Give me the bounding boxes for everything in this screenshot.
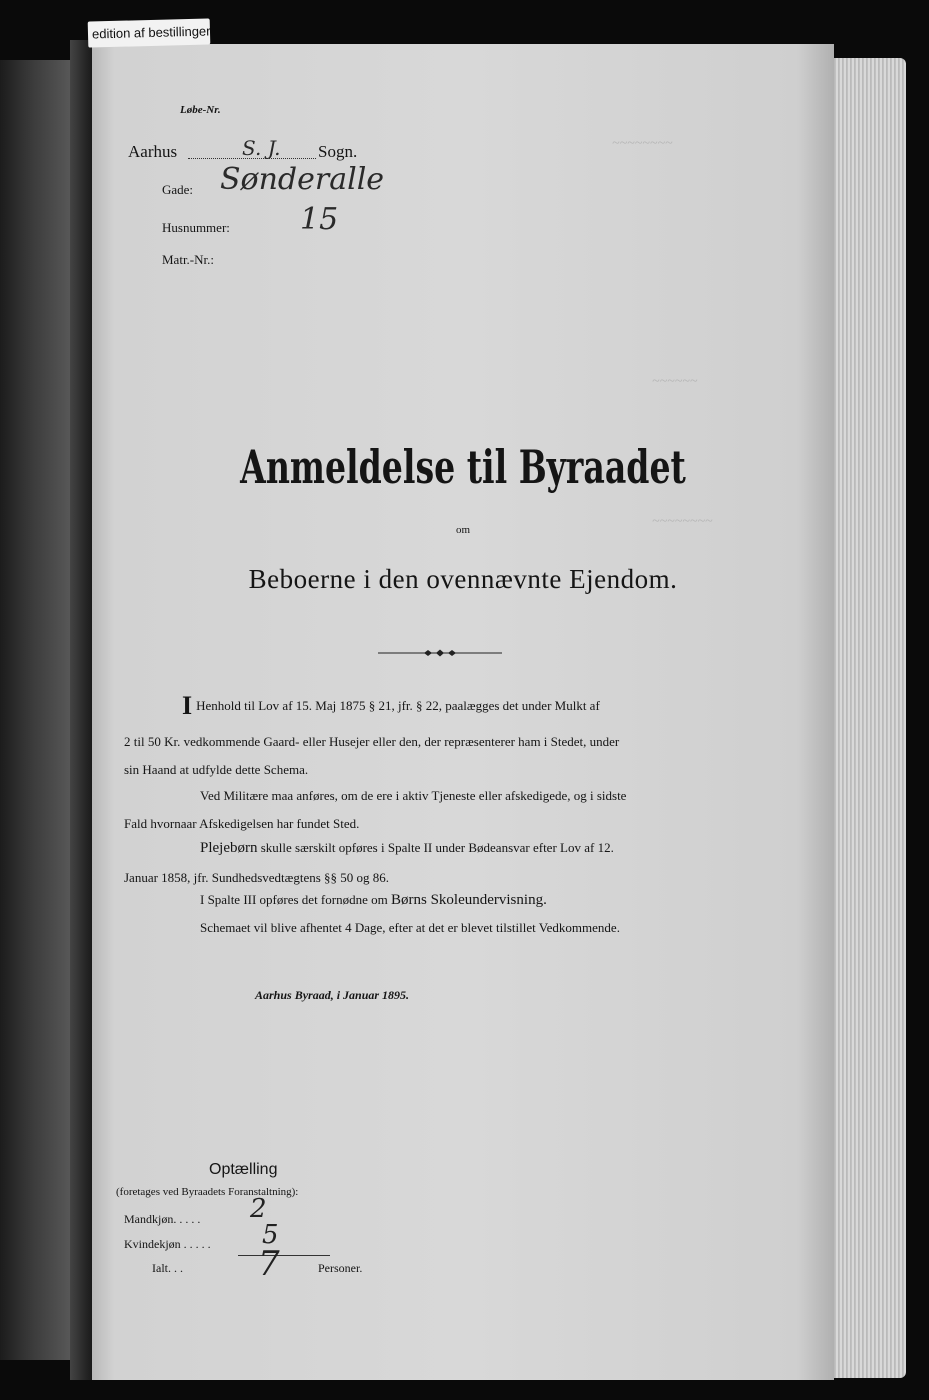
title-connector: om — [455, 524, 471, 536]
mandkjon-label: Mandkjøn — [124, 1212, 174, 1226]
instruction-paragraph-3-line-2: Januar 1858, jfr. Sundhedsvedtægtens §§ 50 og 86. — [124, 870, 390, 885]
sum-line — [238, 1255, 330, 1256]
document-title: Anmeldelse til Byraadet — [240, 440, 686, 494]
mandkjon-row: Mandkjøn. . . . . — [124, 1212, 201, 1226]
ialt-row: Ialt. . . — [152, 1261, 183, 1275]
mandkjon-value: 2 — [250, 1194, 267, 1224]
matr-nr-label: Matr.-Nr.: — [162, 252, 214, 267]
instruction-paragraph-1-line-3: sin Haand at udfylde dette Schema. — [124, 762, 309, 777]
kvindekjon-label: Kvindekjøn — [124, 1237, 181, 1251]
ialt-value: 7 — [258, 1244, 280, 1284]
book-spine — [70, 40, 92, 1380]
husnummer-handwritten-value: 15 — [300, 202, 339, 237]
instruction-paragraph-1-line-1: I Henhold til Lov af 15. Maj 1875 § 21, jfr. § 22, paalægges det under Mulkt af — [182, 691, 600, 720]
instruction-paragraph-1-line-2: 2 til 50 Kr. vedkommende Gaard- eller Husejer eller den, der repræsenterer ham i Stedet, under — [124, 734, 620, 749]
instruction-paragraph-4: I Spalte III opføres det fornødne om Børns Skoleundervisning. — [200, 892, 547, 908]
kvindekjon-row: Kvindekjøn . . . . . — [124, 1237, 211, 1251]
instruction-paragraph-2-line-1: Ved Militære maa anføres, om de ere i aktiv Tjeneste eller afskedigede, og i sidste — [200, 788, 627, 803]
sogn-label: Sogn. — [318, 142, 358, 161]
bleed-through: ~~~~~~ — [652, 374, 698, 389]
document-page — [92, 44, 834, 1380]
lobe-nr-label: Løbe-Nr. — [180, 104, 221, 116]
gade-handwritten-value: Sønderalle — [220, 162, 385, 197]
ialt-label: Ialt — [152, 1261, 168, 1275]
kvindekjon-value: 5 — [262, 1220, 279, 1250]
ornament-divider — [378, 648, 502, 658]
sogn-handwritten-value: S. J. — [242, 136, 281, 160]
document-subtitle: Beboerne i den ovennævnte Ejendom. — [248, 564, 678, 594]
gade-label: Gade: — [162, 182, 194, 197]
drop-initial: I — [182, 691, 193, 720]
bleed-through: ~~~~~~~~ — [652, 514, 713, 529]
bleed-through: ~~~~~~~~ — [612, 136, 673, 151]
instruction-paragraph-2-line-2: Fald hvornaar Afskedigelsen har fundet Sted. — [124, 816, 360, 831]
count-section-title: Optælling — [209, 1161, 278, 1178]
signature-line: Aarhus Byraad, i Januar 1895. — [255, 988, 410, 1002]
skoleundervisning-emphasis: Børns Skoleundervisning. — [390, 892, 547, 908]
plejeborn-emphasis: Plejebørn — [200, 840, 258, 856]
edition-tab-label: edition af bestillinger — [88, 18, 211, 47]
count-section-subtitle: (foretages ved Byraadets Foranstaltning): — [116, 1186, 299, 1198]
instruction-paragraph-3-line-1: Plejebørn skulle særskilt opføres i Spalte II under Bødeansvar efter Lov af 12. — [200, 840, 614, 856]
husnummer-label: Husnummer: — [162, 220, 230, 235]
aarhus-label: Aarhus — [128, 142, 178, 161]
personer-label: Personer. — [318, 1261, 363, 1275]
instruction-paragraph-5: Schemaet vil blive afhentet 4 Dage, efter at det er blevet tilstillet Vedkommende. — [200, 920, 620, 935]
